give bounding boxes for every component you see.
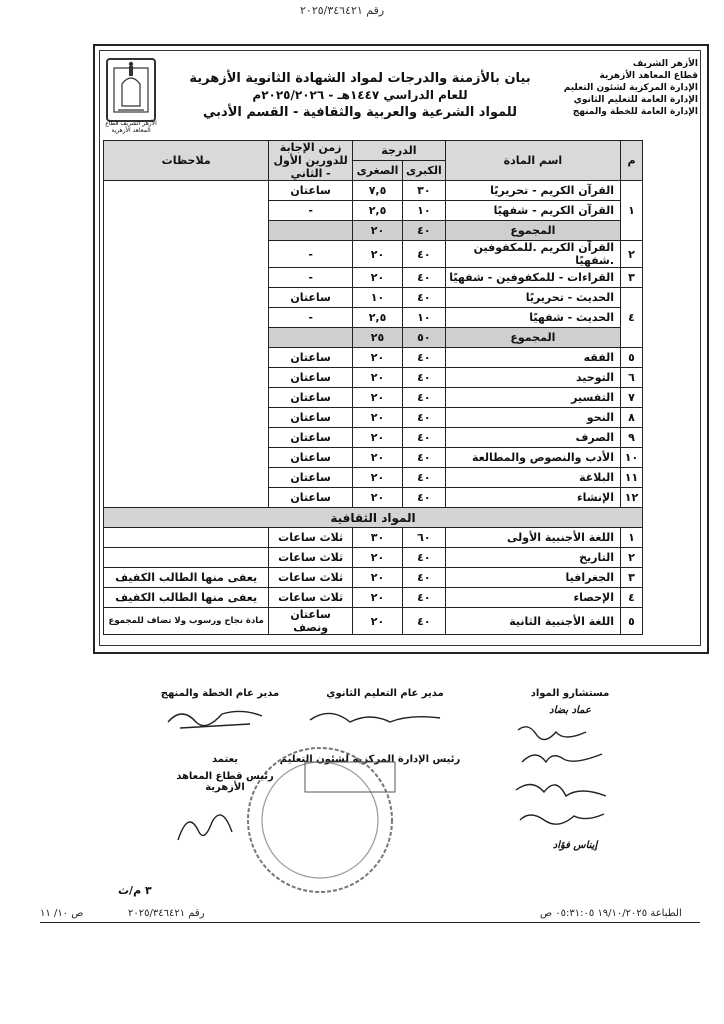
grade-min: ٢٠ xyxy=(353,408,403,428)
answer-time: ساعتان xyxy=(269,348,353,368)
grade-max: ٤٠ xyxy=(403,388,446,408)
row-num: ١ xyxy=(621,181,643,241)
answer-time: ثلاث ساعات xyxy=(269,588,353,608)
grade-max: ٤٠ xyxy=(403,568,446,588)
approve-label: يعتمد xyxy=(212,754,238,765)
subject-name: الصرف xyxy=(445,428,620,448)
organization-header xyxy=(558,58,698,118)
subject-name: الجغرافيا xyxy=(445,568,620,588)
row-num: ٤ xyxy=(621,588,643,608)
answer-time: ثلاث ساعات xyxy=(269,568,353,588)
answer-time xyxy=(269,221,353,241)
grade-max: ٤٠ xyxy=(403,608,446,635)
grade-max: ١٠ xyxy=(403,201,446,221)
grade-min: ٢٠ xyxy=(353,268,403,288)
header-min: الصغرى xyxy=(353,161,403,181)
grade-max: ٣٠ xyxy=(403,181,446,201)
general-plan-title: مدير عام الخطة والمنهج xyxy=(160,688,280,699)
org-line: الأزهر الشريف xyxy=(632,59,698,69)
grade-max: ٤٠ xyxy=(403,448,446,468)
advisors-title: مستشارو المواد xyxy=(530,688,610,699)
sector-head-title: رئيس قطاع المعاهد الأزهرية xyxy=(176,771,274,793)
grade-max: ٤٠ xyxy=(403,268,446,288)
table-row xyxy=(104,181,643,201)
subject-name: الحديث - تحريريًا xyxy=(445,288,620,308)
notes-cell: مادة نجاح ورسوب ولا تضاف للمجموع xyxy=(104,608,269,635)
org-line: الإدارة العامة للتعليم الثانوي xyxy=(573,95,698,105)
grade-max: ١٠ xyxy=(403,308,446,328)
header-answer-time: زمن الإجابة للدورين الأول - الثاني xyxy=(269,141,353,181)
top-reference-number: رقم ٢٠٢٥/٣٤٦٤٢١ xyxy=(300,4,385,17)
advisor-name: عماد بضاد xyxy=(549,705,591,716)
subject-name: القراءات - للمكفوفين - شفهيًا xyxy=(445,268,620,288)
table-row xyxy=(104,568,643,588)
grade-max: ٥٠ xyxy=(403,328,446,348)
answer-time: ثلاث ساعات xyxy=(269,528,353,548)
grade-max: ٤٠ xyxy=(403,588,446,608)
sector-head-signature-icon xyxy=(170,800,240,850)
answer-time xyxy=(269,328,353,348)
answer-time: - xyxy=(269,201,353,221)
org-line: الإدارة العامة للخطة والمنهج xyxy=(572,107,698,117)
grade-max: ٤٠ xyxy=(403,548,446,568)
cultural-section-title: المواد الثقافية xyxy=(104,508,643,528)
answer-time: ساعتان xyxy=(269,181,353,201)
answer-time: - xyxy=(269,241,353,268)
answer-time: ساعتان xyxy=(269,368,353,388)
row-num: ٦ xyxy=(621,368,643,388)
answer-time: ساعتان xyxy=(269,488,353,508)
grade-min: ٢٠ xyxy=(353,448,403,468)
subject-name: النحو xyxy=(445,408,620,428)
notes-cell: يعفى منها الطالب الكفيف xyxy=(104,588,269,608)
grade-min: ٢٠ xyxy=(353,568,403,588)
grades-table xyxy=(103,140,643,635)
header-notes: ملاحظات xyxy=(104,141,269,181)
general-secondary-signature-icon xyxy=(300,702,470,732)
central-admin-head-title: رئيس الإدارة المركزية لشئون التعليم xyxy=(279,754,461,765)
grade-max: ٤٠ xyxy=(403,488,446,508)
subject-name: القرآن الكريم - تحريريًا xyxy=(445,181,620,201)
grade-min: ٢٠ xyxy=(353,388,403,408)
azhar-emblem-icon xyxy=(106,58,156,122)
grade-max: ٤٠ xyxy=(403,348,446,368)
grade-min: ٢٠ xyxy=(353,428,403,448)
notes-cell xyxy=(104,181,269,508)
grade-min: ٢٠ xyxy=(353,221,403,241)
grade-min: ٢٠ xyxy=(353,488,403,508)
notes-cell xyxy=(104,548,269,568)
answer-time: ساعتان xyxy=(269,448,353,468)
subject-name: القرآن الكريم - شفهيًا xyxy=(445,201,620,221)
footer-reference: رقم ٢٠٢٥/٣٤٦٤٢١ xyxy=(128,908,205,919)
approval-block xyxy=(160,754,290,793)
subject-name: اللغة الأجنبية الثانية xyxy=(445,608,620,635)
subject-name: الفقه xyxy=(445,348,620,368)
grade-min: ٧,٥ xyxy=(353,181,403,201)
org-line: قطاع المعاهد الأزهرية xyxy=(599,71,698,81)
page-number: ص ١٠/ ١١ xyxy=(40,908,84,919)
grade-max: ٤٠ xyxy=(403,241,446,268)
title-line-3: للمواد الشرعية والعربية والثقافية - القسم الأدبي xyxy=(203,105,517,120)
row-num: ٥ xyxy=(621,348,643,368)
total-label: المجموع xyxy=(445,221,620,241)
grade-max: ٤٠ xyxy=(403,221,446,241)
answer-time: - xyxy=(269,268,353,288)
row-num: ١٠ xyxy=(621,448,643,468)
answer-time: ساعتان xyxy=(269,288,353,308)
general-secondary-title: مدير عام التعليم الثانوي xyxy=(326,688,444,699)
advisors-signatures-icon xyxy=(508,720,628,848)
subject-name: القرآن الكريم .للمكفوفين .شفهيًا xyxy=(445,241,620,268)
general-plan-signature-icon xyxy=(160,700,270,734)
grade-max: ٦٠ xyxy=(403,528,446,548)
grade-min: ٢٠ xyxy=(353,588,403,608)
grade-min: ٢,٥ xyxy=(353,308,403,328)
subject-name: الأدب والنصوص والمطالعة xyxy=(445,448,620,468)
advisor-name: إيناس فؤاد xyxy=(552,840,598,851)
answer-time: ساعتان ونصف xyxy=(269,608,353,635)
general-secondary-block xyxy=(300,688,470,699)
grade-min: ٢٠ xyxy=(353,548,403,568)
row-num: ٣ xyxy=(621,268,643,288)
section-header-row xyxy=(104,508,643,528)
grade-min: ٢,٥ xyxy=(353,201,403,221)
page-code: ٣ م/ث xyxy=(118,884,152,897)
header-grade: الدرجة xyxy=(353,141,446,161)
row-num: ٨ xyxy=(621,408,643,428)
subject-name: الإحصاء xyxy=(445,588,620,608)
row-num: ٢ xyxy=(621,548,643,568)
subject-name: الإنشاء xyxy=(445,488,620,508)
subject-name: الحديث - شفهيًا xyxy=(445,308,620,328)
header-subject: اسم المادة xyxy=(445,141,620,181)
row-num: ٧ xyxy=(621,388,643,408)
row-num: ٥ xyxy=(621,608,643,635)
grade-max: ٤٠ xyxy=(403,408,446,428)
grade-min: ٢٠ xyxy=(353,348,403,368)
subject-name: التفسير xyxy=(445,388,620,408)
advisors-signature-block xyxy=(510,688,630,716)
header-num: م xyxy=(621,141,643,181)
header-max: الكبرى xyxy=(403,161,446,181)
answer-time: ثلاث ساعات xyxy=(269,548,353,568)
grade-min: ٢٠ xyxy=(353,468,403,488)
grade-min: ٢٠ xyxy=(353,368,403,388)
notes-cell: يعفى منها الطالب الكفيف xyxy=(104,568,269,588)
document-title xyxy=(170,70,550,121)
row-num: ٢ xyxy=(621,241,643,268)
grade-max: ٤٠ xyxy=(403,468,446,488)
subject-name: البلاغة xyxy=(445,468,620,488)
print-timestamp: الطباعة ١٩/١٠/٢٠٢٥ ٠٥:٣١:٠٥ ص xyxy=(540,908,682,919)
title-line-2: للعام الدراسي ١٤٤٧هـ - ٢٠٢٥/٢٠٢٦م xyxy=(252,88,468,102)
grade-min: ١٠ xyxy=(353,288,403,308)
row-num: ٩ xyxy=(621,428,643,448)
title-line-1: بيان بالأزمنة والدرجات لمواد الشهادة الثانوية الأزهرية xyxy=(189,71,531,86)
row-num: ١٢ xyxy=(621,488,643,508)
row-num: ٣ xyxy=(621,568,643,588)
grade-min: ٣٠ xyxy=(353,528,403,548)
table-row xyxy=(104,548,643,568)
grade-min: ٢٥ xyxy=(353,328,403,348)
row-num: ١١ xyxy=(621,468,643,488)
answer-time: ساعتان xyxy=(269,428,353,448)
subject-name: التوحيد xyxy=(445,368,620,388)
row-num: ١ xyxy=(621,528,643,548)
answer-time: ساعتان xyxy=(269,468,353,488)
subject-name: التاريخ xyxy=(445,548,620,568)
general-plan-block xyxy=(150,688,290,699)
grade-max: ٤٠ xyxy=(403,288,446,308)
grade-min: ٢٠ xyxy=(353,608,403,635)
row-num: ٤ xyxy=(621,288,643,348)
table-row xyxy=(104,528,643,548)
org-line: الإدارة المركزية لشئون التعليم xyxy=(563,83,698,93)
grade-max: ٤٠ xyxy=(403,428,446,448)
answer-time: ساعتان xyxy=(269,408,353,428)
table-row xyxy=(104,588,643,608)
answer-time: ساعتان xyxy=(269,388,353,408)
footer-divider xyxy=(40,922,700,923)
answer-time: - xyxy=(269,308,353,328)
total-label: المجموع xyxy=(445,328,620,348)
subject-name: اللغة الأجنبية الأولى xyxy=(445,528,620,548)
notes-cell xyxy=(104,528,269,548)
grade-min: ٢٠ xyxy=(353,241,403,268)
table-row xyxy=(104,608,643,635)
grade-max: ٤٠ xyxy=(403,368,446,388)
emblem-caption: الأزهر الشريف قطاع المعاهد الأزهرية xyxy=(105,120,157,134)
